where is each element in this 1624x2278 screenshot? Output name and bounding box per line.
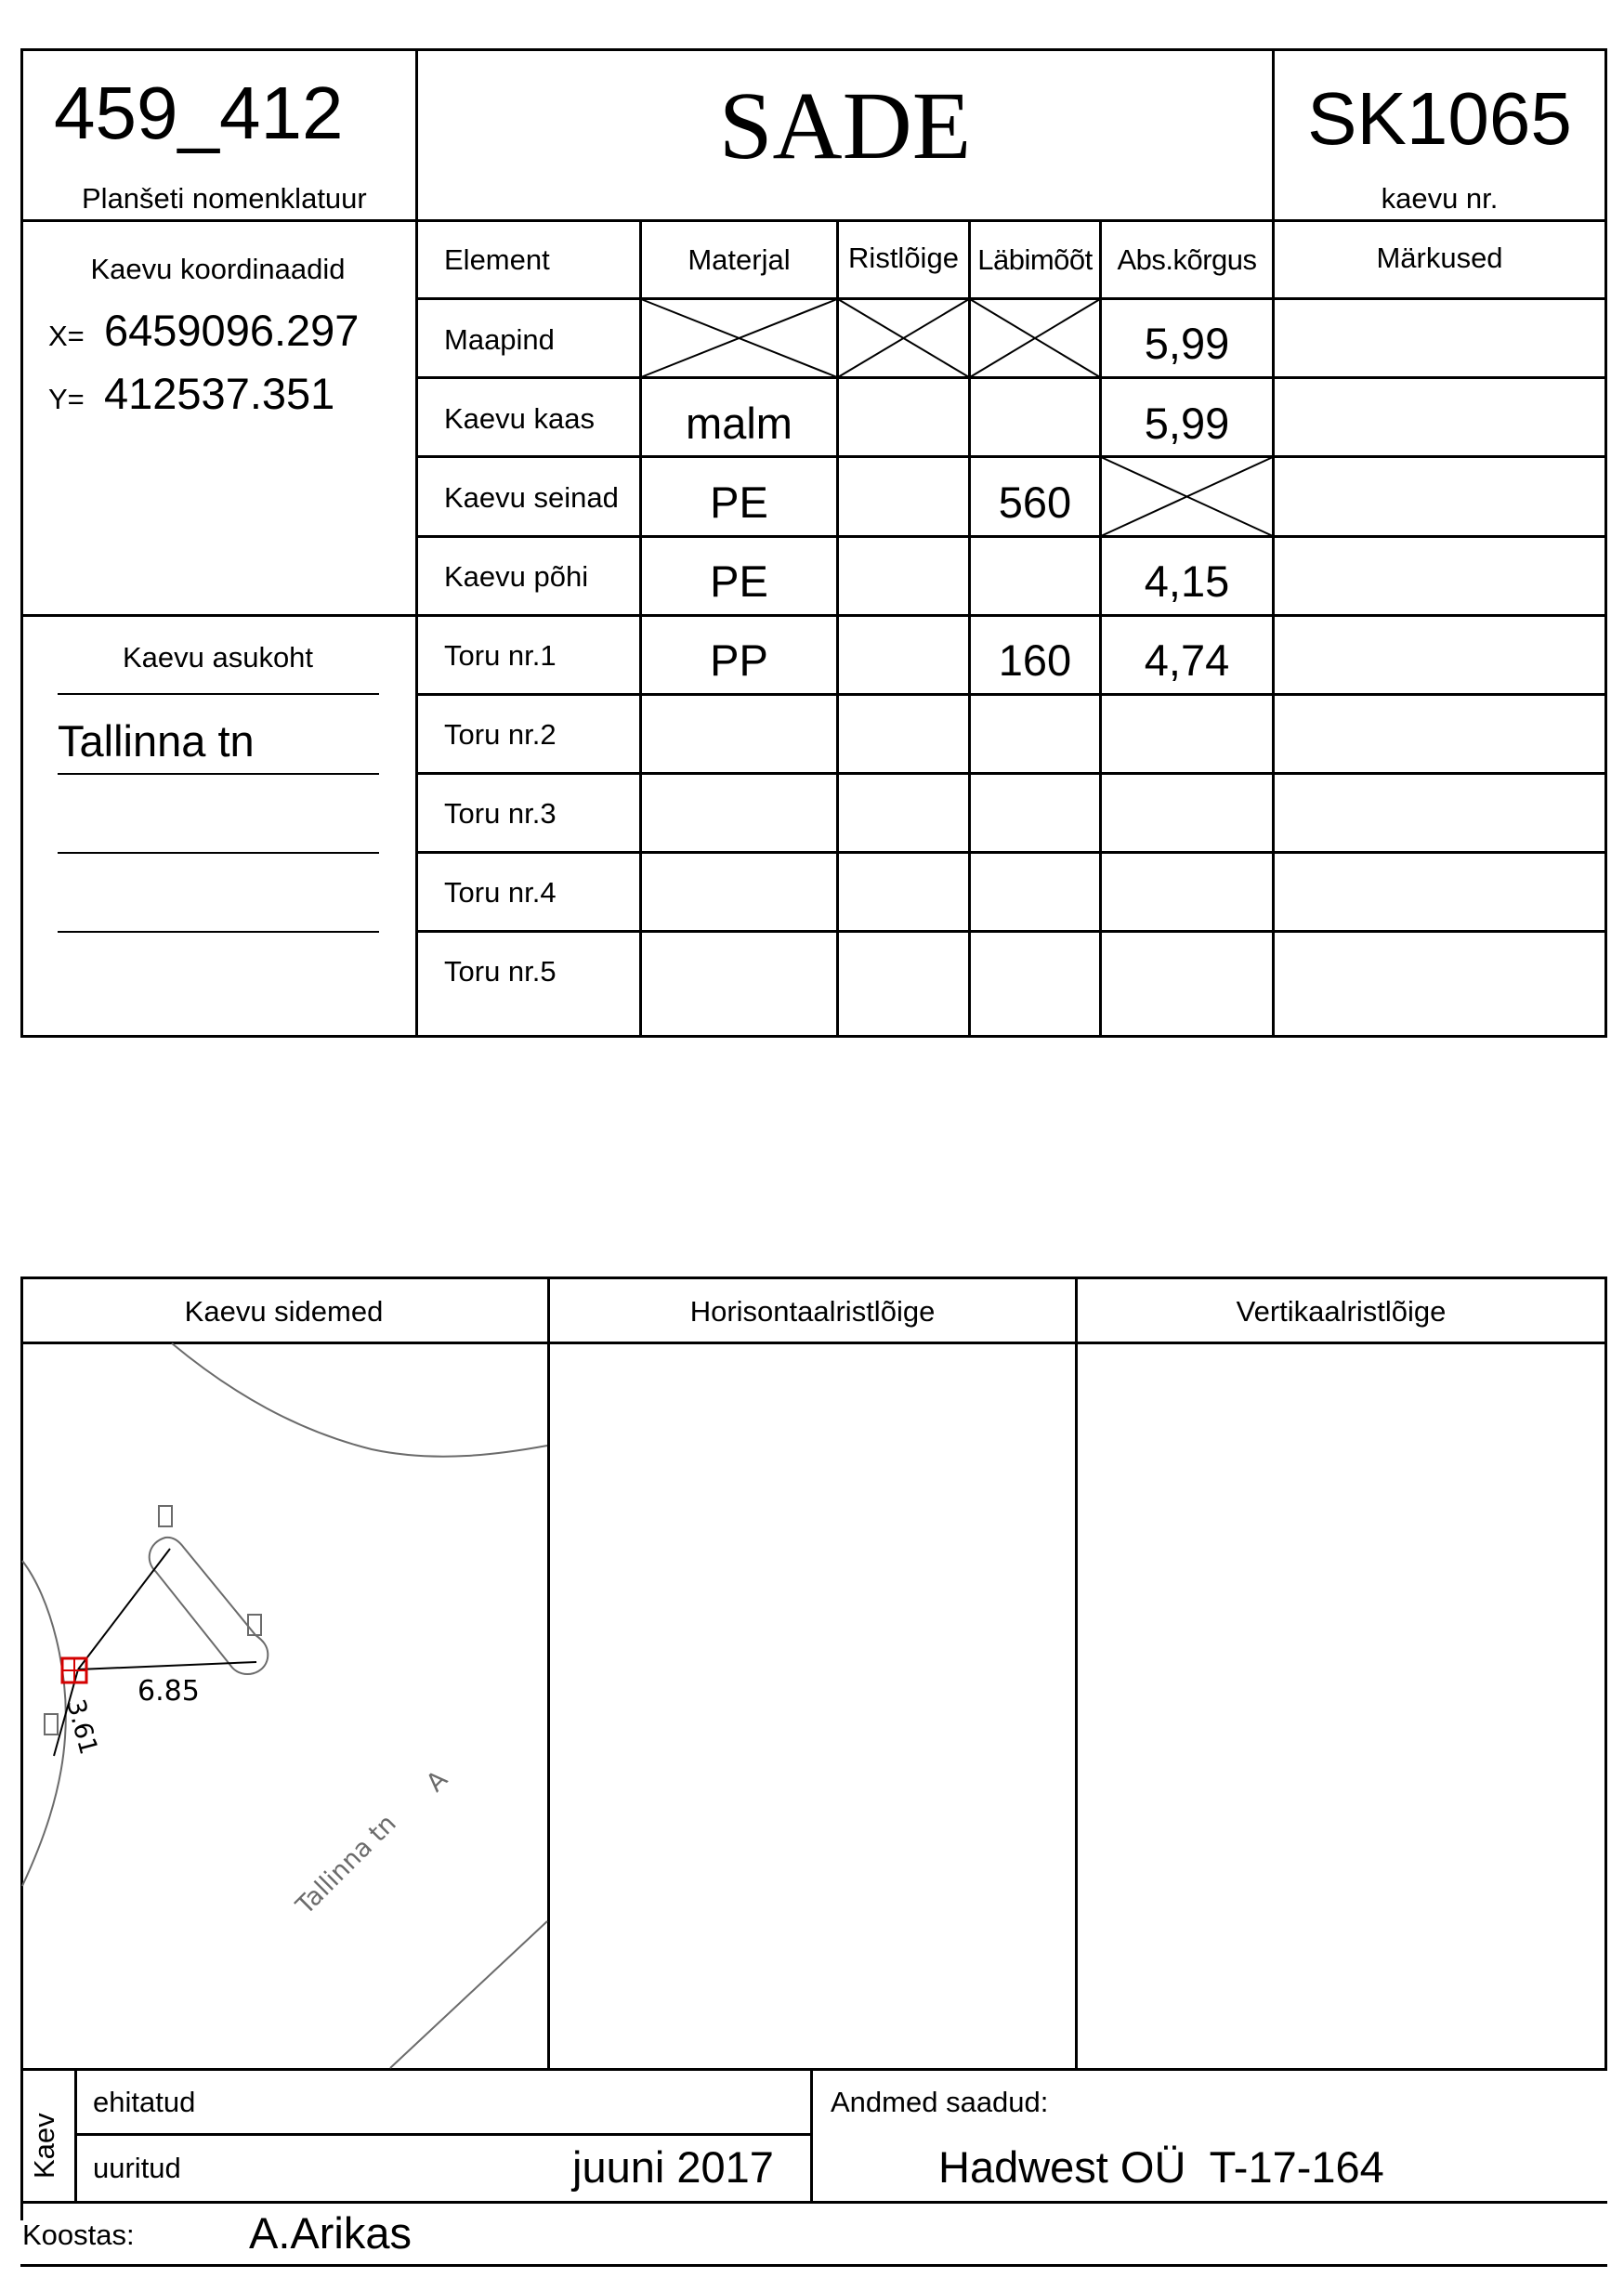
panel-title-horizontal: Horisontaalristlõige [689, 1295, 936, 1328]
footer-divider [74, 2068, 77, 2204]
row-element: Kaevu kaas [444, 402, 595, 435]
cell-material: malm [686, 399, 792, 448]
footer-row-line [20, 2201, 1607, 2204]
row-element: Kaevu põhi [444, 560, 589, 593]
surveyed-value: juuni 2017 [572, 2142, 774, 2192]
cell-elevation: 5,99 [1144, 399, 1230, 448]
dimension-horizontal: 6.85 [138, 1675, 200, 1708]
panel-divider [1075, 1276, 1078, 2070]
row-element: Toru nr.2 [444, 718, 557, 751]
street-label: Tallinna tn [291, 1809, 402, 1920]
col-header-section: Ristlõige [848, 242, 959, 274]
col-header-element: Element [444, 243, 550, 276]
cell-material: PE [710, 556, 768, 606]
col-header-notes: Märkused [1376, 242, 1503, 274]
street-edges [22, 1343, 547, 2068]
cell-elevation: 5,99 [1144, 319, 1230, 368]
author-label: Koostas: [22, 2219, 135, 2251]
y-value: 412537.351 [104, 369, 335, 418]
dimension-vertical: 3.61 [60, 1695, 103, 1758]
footer-row-line [74, 2133, 813, 2136]
cell-material: PP [710, 635, 768, 685]
well-ties-sketch [0, 0, 557, 2072]
row-element: Maapind [444, 323, 555, 356]
frame-right [1604, 1276, 1607, 2070]
well-number-label: kaevu nr. [1381, 182, 1499, 215]
row-element: Kaevu seinad [444, 481, 619, 514]
col-header-material: Materjal [688, 243, 791, 276]
cell-elevation: 4,15 [1144, 556, 1230, 606]
x-value: 6459096.297 [104, 306, 360, 355]
built-label: ehitatud [93, 2086, 196, 2118]
row-element: Toru nr.3 [444, 797, 557, 830]
col-header-elevation: Abs.kõrgus [1117, 243, 1257, 276]
well-number: SK1065 [1307, 77, 1572, 160]
location-line-1: Tallinna tn [58, 716, 255, 766]
plansheet-label: Planšeti nomenklatuur [82, 182, 367, 215]
footer-divider [810, 2068, 813, 2204]
panel-title-vertical: Vertikaalristlõige [1236, 1295, 1447, 1328]
street-letter: A [421, 1764, 454, 1798]
data-source-value: Hadwest OÜ T-17-164 [938, 2142, 1384, 2192]
cell-diameter: 560 [998, 478, 1072, 527]
plansheet-number: 459_412 [54, 72, 344, 154]
surveyed-label: uuritud [93, 2152, 181, 2184]
cell-elevation: 4,74 [1144, 635, 1230, 685]
author-value: A.Arikas [249, 2208, 412, 2258]
location-label: Kaevu asukoht [122, 641, 314, 674]
coordinates-label: Kaevu koordinaadid [90, 253, 346, 285]
row-element: Toru nr.4 [444, 876, 557, 909]
row-element: Toru nr.5 [444, 955, 557, 988]
x-label: X= [48, 320, 85, 352]
row-element: Toru nr.1 [444, 639, 557, 672]
panel-title-ties: Kaevu sidemed [184, 1295, 384, 1328]
frame-bottom [20, 2264, 1607, 2267]
y-label: Y= [48, 383, 85, 415]
cell-diameter: 160 [998, 635, 1072, 685]
col-header-diameter: Läbimõõt [977, 243, 1093, 276]
data-source-label: Andmed saadud: [831, 2086, 1049, 2118]
cell-material: PE [710, 478, 768, 527]
page-title: SADE [718, 72, 972, 179]
footer-side-label: Kaev [28, 2113, 60, 2179]
